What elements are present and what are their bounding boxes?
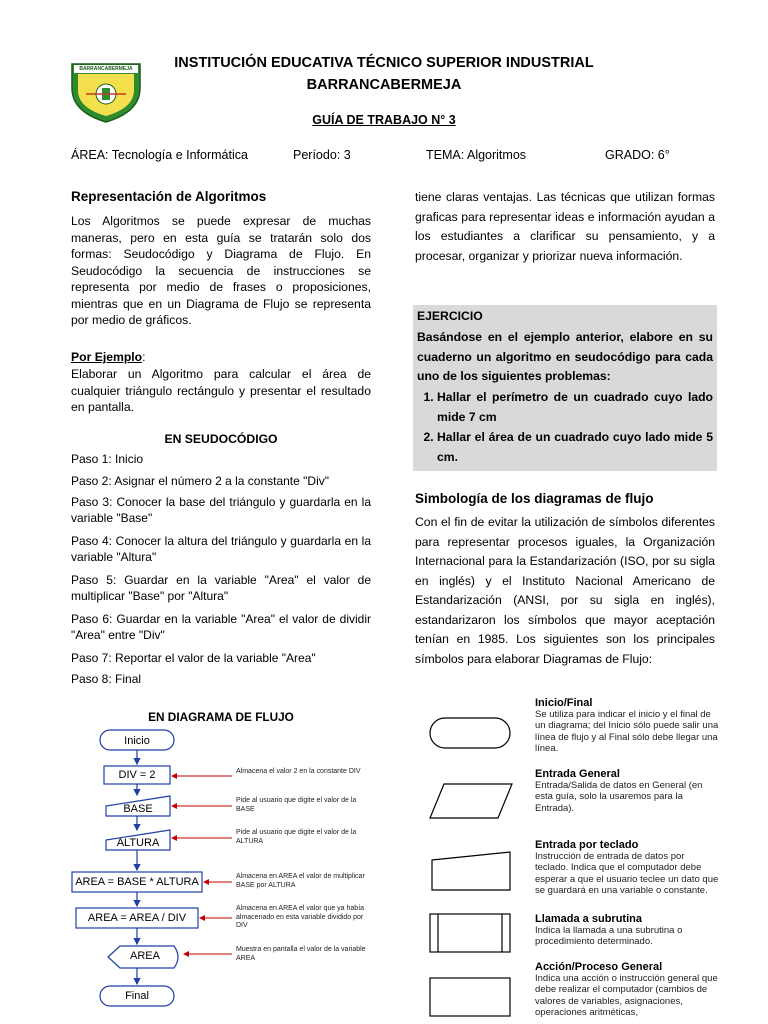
step-1: Paso 1: Inicio <box>71 452 144 466</box>
symbol-subrutina <box>535 913 720 948</box>
section-title: Representación de Algoritmos <box>71 189 267 204</box>
symbol-title-2: Entrada General <box>535 768 620 780</box>
flow-final: Final <box>125 990 149 1002</box>
institution-city: BARRANCABERMEJA <box>306 77 462 93</box>
symbol-proceso <box>535 961 720 1019</box>
symbol-title-4: Llamada a subrutina <box>535 913 642 925</box>
symbol-entrada-teclado-shape <box>432 852 510 890</box>
flow-note-2: Pide al usuario que digite el valor de la BASE <box>236 797 357 813</box>
exercise-intro: Basándose en el ejemplo anterior, elabore en su cuaderno un algoritmo en seudocódigo para cada uno de los siguientes problemas: <box>417 330 713 383</box>
symbol-subrutina-shape <box>430 914 510 952</box>
institution-name: INSTITUCIÓN EDUCATIVA TÉCNICO SUPERIOR INDUSTRIAL <box>174 55 594 71</box>
step-2: Paso 2: Asignar el número 2 a la constante "Div" <box>71 474 329 488</box>
flow-note-3: Pide al usuario que digite el valor de la ALTURA <box>236 829 357 845</box>
symbol-entrada-general-shape <box>430 784 512 818</box>
flow-title: EN DIAGRAMA DE FLUJO <box>148 710 294 724</box>
symbol-desc-5: Indica una acción o instrucción general que debe realizar el computador (cambios de valores de variables, asignaciones, operaciones aritméticas, <box>535 973 718 1019</box>
flow-note-5: Almacena en AREA el valor que ya había almacenado en esta variable dividido por DIV <box>236 905 365 929</box>
exercise-item-2: 2. Hallar el área de un cuadrado cuyo lado mide 5 cm. <box>437 427 713 467</box>
flow-mult: AREA = BASE * ALTURA <box>75 876 199 888</box>
symbology-title: Simbología de los diagramas de flujo <box>415 491 654 506</box>
tema-label: TEMA: Algoritmos <box>426 148 527 162</box>
symbol-desc-4: Indica la llamada a una subrutina o procedimiento determinado. <box>535 925 683 948</box>
symbol-inicio-final <box>535 697 720 755</box>
example-label: Por Ejemplo <box>71 350 143 364</box>
pseudo-title: EN SEUDOCÓDIGO <box>164 432 278 446</box>
symbol-entrada-teclado <box>535 839 720 897</box>
example-colon: : <box>142 350 146 364</box>
flow-altura: ALTURA <box>116 837 160 849</box>
symbol-proceso-shape <box>430 978 510 1016</box>
symbol-desc-1: Se utiliza para indicar el inicio y el final de un diagrama; del Inicio sólo puede salir una línea de flujo y al Final sólo debe llegar una línea. <box>535 709 719 755</box>
periodo-label: Período: 3 <box>293 148 351 162</box>
symbol-desc-3: Instrucción de entrada de datos por teclado. Indica que el computador debe esperar a que el usuario teclee un dato que se guardará en una variable o constante. <box>535 851 719 897</box>
exercise-list <box>413 387 713 467</box>
exercise-label: EJERCICIO <box>417 309 483 323</box>
symbol-title-3: Entrada por teclado <box>535 839 639 851</box>
symbol-desc-2: Entrada/Salida de datos en General (en esta guía, solo la usaremos para la Entrada). <box>535 780 703 814</box>
flow-note-4: Almacena en AREA el valor de multiplicar BASE por ALTURA <box>236 873 365 889</box>
grado-label: GRADO: 6° <box>605 148 670 162</box>
symbology-text: Con el fin de evitar la utilización de símbolos diferentes para representar procesos iguales, la Organización Internacional para la Estandarización (ISO, por su sigla en inglés) y el Instituto Nacional Americano de Estandarización (ANSI, por su sigla en inglés), estandarizaron los símbolos que mayor aceptación tenían en 1985. Los siguientes son los principales símbolos para elaborar Diagramas de Flujo: <box>415 515 715 666</box>
step-7: Paso 7: Reportar el valor de la variable "Area" <box>71 651 316 665</box>
logo-text: BARRANCABERMEJA <box>79 66 133 72</box>
symbol-title-5: Acción/Proceso General <box>535 961 663 973</box>
exercise-item-1: 1. Hallar el perímetro de un cuadrado cuyo lado mide 7 cm <box>437 387 713 427</box>
continued-text: tiene claras ventajas. Las técnicas que utilizan formas graficas para representar ideas e información ayudan a los estudiantes a clarificar su pensamiento, y a procesar, organizar y priorizar nueva información. <box>415 190 715 263</box>
symbol-inicio-final-shape <box>430 718 510 748</box>
guide-title: GUÍA DE TRABAJO N° 3 <box>312 113 456 127</box>
flow-divide: AREA = AREA / DIV <box>87 912 187 924</box>
symbol-shapes <box>420 700 520 1024</box>
flow-inicio: Inicio <box>124 735 150 747</box>
step-5: Paso 5: Guardar en la variable "Area" el valor de multiplicar "Base" por "Altura" <box>71 573 371 603</box>
symbol-entrada-general <box>535 768 720 814</box>
step-8: Paso 8: Final <box>71 672 142 686</box>
step-4: Paso 4: Conocer la altura del triángulo y guardarla en la variable "Altura" <box>71 534 371 564</box>
example-block <box>71 349 371 366</box>
flow-note-6: Muestra en pantalla el valor de la variable AREA <box>236 946 366 962</box>
flow-area: AREA <box>130 950 160 962</box>
step-3: Paso 3: Conocer la base del triángulo y guardarla en la variable "Base" <box>71 495 371 525</box>
flow-div: DIV = 2 <box>118 769 156 781</box>
area-label: ÁREA: Tecnología e Informática <box>71 148 248 162</box>
example-text: Elaborar un Algoritmo para calcular el área de cualquier triángulo rectángulo y presentar el resultado en pantalla. <box>71 367 371 414</box>
intro-paragraph: Los Algoritmos se puede expresar de muchas maneras, pero en esta guía se tratarán solo dos formas: Seudocódigo y Diagrama de Flujo. En Seudocódigo la secuencia de instrucciones se representa por medio de frases o proposiciones, mientras que en un Diagrama de Flujo se representa por medio de gráficos. <box>71 214 371 327</box>
symbol-title-1: Inicio/Final <box>535 697 593 709</box>
flow-note-1: Almacena el valor 2 en la constante DIV <box>236 768 361 775</box>
flow-base: BASE <box>123 803 153 815</box>
step-6: Paso 6: Guardar en la variable "Area" el valor de dividir "Area" entre "Div" <box>71 612 371 642</box>
exercise-box <box>413 305 717 471</box>
